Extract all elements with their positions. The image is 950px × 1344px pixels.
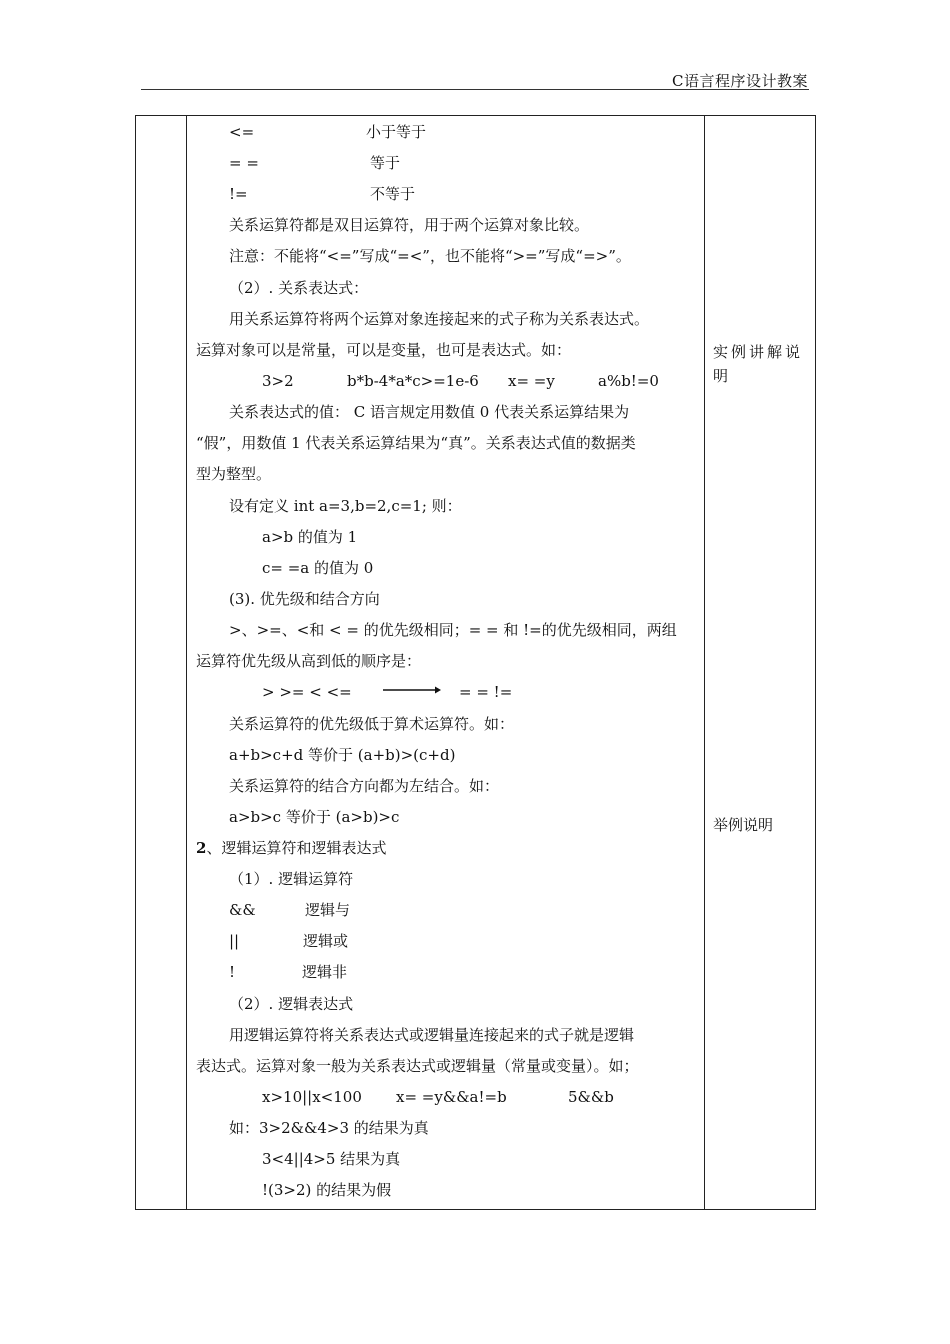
logic-and: &&	[229, 901, 256, 919]
paragraph-logic-2: 表达式。运算对象一般为关系表达式或逻辑量（常量或变量）。如；	[196, 1057, 639, 1075]
paragraph-ab: a>b 的值为 1	[262, 528, 358, 546]
result-1: 如：3>2&&4>3 的结果为真	[229, 1119, 429, 1137]
heading-relational-expression: （2）. 关系表达式：	[229, 279, 369, 297]
paragraph-priority-1: >、>=、<和 < = 的优先级相同；= = 和 !=的优先级相同，两组	[229, 621, 677, 639]
operator-le-desc: 小于等于	[366, 123, 427, 141]
logic-not-desc: 逻辑非	[302, 963, 348, 981]
example-1c: x= =y	[508, 372, 555, 390]
operator-eq-desc: 等于	[370, 154, 401, 172]
heading-logic-operators: （1）. 逻辑运算符	[229, 870, 354, 888]
logic-not: !	[229, 963, 236, 981]
paragraph-binary: 关系运算符都是双目运算符，用于两个运算对象比较。	[229, 216, 590, 234]
logic-or: ||	[229, 932, 240, 950]
side-note-explanation	[713, 340, 803, 388]
header-rule	[141, 89, 809, 90]
paragraph-value-3: 型为整型。	[196, 465, 272, 483]
example-1a: 3>2	[262, 372, 294, 390]
side-note-explanation-line2: 明	[713, 367, 732, 385]
logic-or-desc: 逻辑或	[303, 932, 349, 950]
paragraph-lower-priority: 关系运算符的优先级低于算术运算符。如：	[229, 715, 515, 733]
heading-logic-expression: （2）. 逻辑表达式	[229, 995, 354, 1013]
paragraph-value-1: 关系表达式的值： C 语言规定用数值 0 代表关系运算结果为	[229, 403, 630, 421]
example-2c: 5&&b	[568, 1088, 614, 1106]
priority-arrow-icon	[383, 686, 441, 694]
paragraph-relational-expression-1: 用关系运算符将两个运算对象连接起来的式子称为关系表达式。	[229, 310, 650, 328]
example-2b: x= =y&&a!=b	[396, 1088, 507, 1106]
logic-and-desc: 逻辑与	[305, 901, 351, 919]
paragraph-associativity: 关系运算符的结合方向都为左结合。如：	[229, 777, 500, 795]
operator-ne: !=	[229, 185, 248, 203]
paragraph-equivalent-2: a>b>c 等价于 (a>b)>c	[229, 808, 400, 826]
paragraph-define: 设有定义 int a=3,b=2,c=1; 则：	[229, 497, 462, 515]
example-2a: x>10||x<100	[262, 1088, 362, 1106]
heading-section-2	[196, 838, 386, 858]
side-note-example: 举例说明	[713, 816, 774, 834]
example-1d: a%b!=0	[598, 372, 659, 390]
paragraph-logic-1: 用逻辑运算符将关系表达式或逻辑量连接起来的式子就是逻辑	[229, 1026, 635, 1044]
page-header-title: C语言程序设计教案	[672, 72, 808, 90]
section-title: 、逻辑运算符和逻辑表达式	[206, 839, 387, 857]
priority-order-high: > >= < <=	[262, 683, 352, 701]
paragraph-ca: c= =a 的值为 0	[262, 559, 374, 577]
paragraph-value-2: “假”，用数值 1 代表关系运算结果为“真”。关系表达式值的数据类	[196, 434, 636, 452]
example-1b: b*b-4*a*c>=1e-6	[347, 372, 479, 390]
operator-eq: = =	[229, 154, 259, 172]
paragraph-relational-expression-2: 运算对象可以是常量，可以是变量，也可是表达式。如：	[196, 341, 572, 359]
operator-ne-desc: 不等于	[370, 185, 416, 203]
paragraph-equivalent-1: a+b>c+d 等价于 (a+b)>(c+d)	[229, 746, 456, 764]
result-3: !(3>2) 的结果为假	[262, 1181, 392, 1199]
column-divider-right	[704, 116, 705, 1209]
heading-priority: (3). 优先级和结合方向	[229, 590, 380, 608]
result-2: 3<4||4>5 结果为真	[262, 1150, 401, 1168]
column-divider-left	[186, 116, 187, 1209]
operator-le: <=	[229, 123, 255, 141]
priority-order-low: = = !=	[459, 683, 513, 701]
paragraph-priority-2: 运算符优先级从高到低的顺序是：	[196, 652, 422, 670]
paragraph-note: 注意：不能将“<=”写成“=<”，也不能将“>=”写成“=>”。	[229, 247, 631, 265]
section-number: 2	[196, 839, 207, 857]
side-note-explanation-line1: 实例讲解说	[713, 343, 804, 361]
